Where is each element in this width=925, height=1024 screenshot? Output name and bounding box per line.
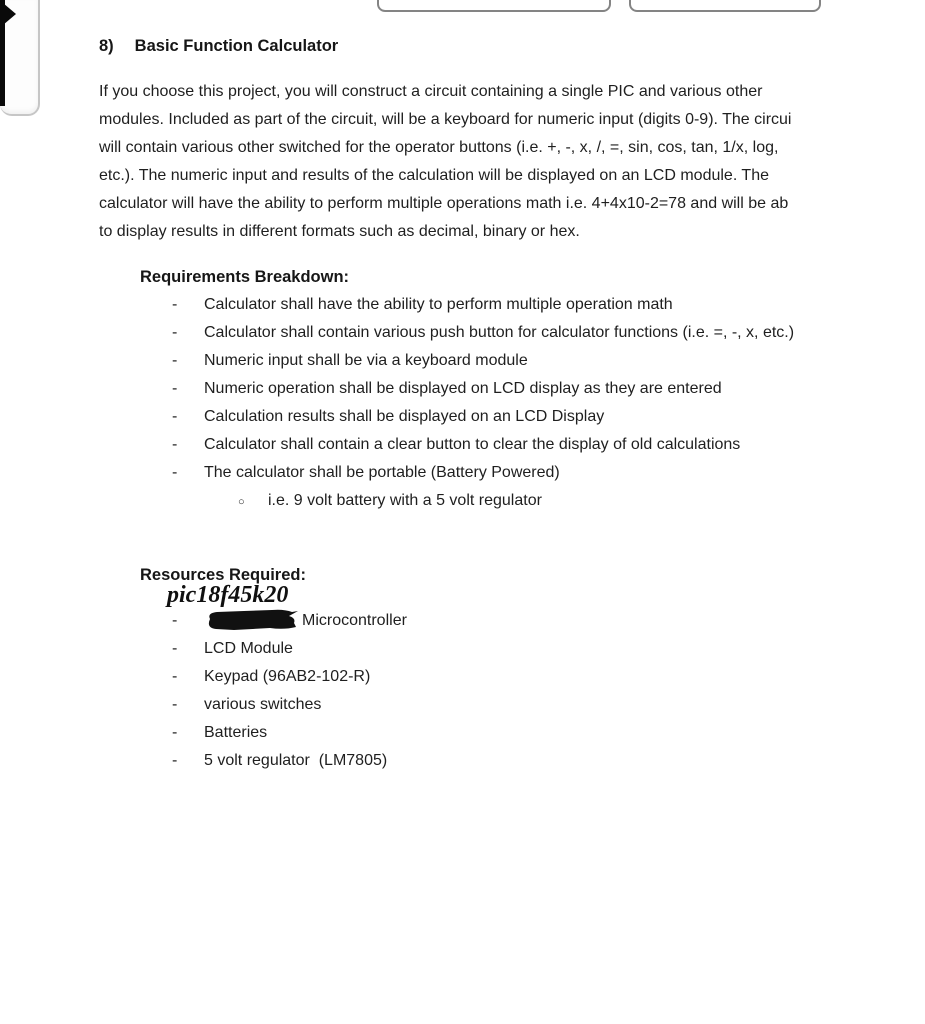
- requirement-text: Calculator shall contain various push button for calculator functions (i.e. =, -, x, etc.): [204, 324, 795, 341]
- sub-list-item: [238, 487, 542, 516]
- shape-outline-left: [377, 0, 611, 12]
- list-item: [172, 403, 794, 431]
- list-item: [172, 663, 407, 691]
- dash-bullet: -: [172, 668, 178, 685]
- list-item: [172, 375, 794, 403]
- paragraph-line: If you choose this project, you will construct a circuit containing a single PIC and various other: [99, 83, 763, 100]
- dash-bullet: -: [172, 408, 178, 425]
- shape-outline-right: [629, 0, 821, 12]
- requirement-text: Calculation results shall be displayed on an LCD Display: [204, 408, 605, 425]
- redaction-scribble: [204, 609, 299, 630]
- section-title: Basic Function Calculator: [134, 37, 339, 55]
- requirements-heading: Requirements Breakdown:: [140, 268, 350, 286]
- resource-label: Microcontroller: [302, 612, 407, 629]
- paragraph-line: etc.). The numeric input and results of the calculation will be displayed on an LCD module. The: [99, 167, 769, 184]
- list-item: [172, 691, 407, 719]
- intro-paragraph: [99, 78, 791, 246]
- requirement-text: Calculator shall have the ability to perform multiple operation math: [204, 296, 673, 313]
- resources-heading: Resources Required:: [140, 566, 306, 584]
- sub-item-text: i.e. 9 volt battery with a 5 volt regulator: [268, 492, 542, 509]
- list-item: [172, 607, 407, 635]
- section-heading: [99, 32, 338, 60]
- dash-bullet: -: [172, 296, 178, 313]
- paragraph-line: to display results in different formats such as decimal, binary or hex.: [99, 223, 580, 240]
- resource-text: various switches: [204, 696, 322, 713]
- dash-bullet: -: [172, 464, 178, 481]
- list-item: [172, 459, 794, 487]
- paragraph-line: will contain various other switched for the operator buttons (i.e. +, -, x, /, =, sin, cos, tan, 1/x, log,: [99, 139, 779, 156]
- resource-text: LCD Module: [204, 640, 293, 657]
- list-item: [172, 291, 794, 319]
- circle-bullet: ○: [238, 496, 245, 508]
- list-item: [172, 347, 794, 375]
- requirement-text: Calculator shall contain a clear button to clear the display of old calculations: [204, 436, 741, 453]
- page-nav-flyout[interactable]: [0, 0, 40, 116]
- requirement-text: Numeric input shall be via a keyboard module: [204, 352, 528, 369]
- requirements-list: [172, 291, 794, 487]
- section-number: 8): [99, 37, 114, 55]
- resource-text: Batteries: [204, 724, 268, 741]
- paragraph-line: calculator will have the ability to perform multiple operations math i.e. 4+4x10-2=78 and will be ab: [99, 195, 789, 212]
- dash-bullet: -: [172, 640, 178, 657]
- list-item: [172, 319, 794, 347]
- list-item: [172, 431, 794, 459]
- dash-bullet: -: [172, 324, 178, 341]
- resource-text: 5 volt regulator (LM7805): [204, 752, 388, 769]
- dash-bullet: -: [172, 696, 178, 713]
- dash-bullet: -: [172, 752, 178, 769]
- requirement-text: Numeric operation shall be displayed on LCD display as they are entered: [204, 380, 722, 397]
- handwritten-annotation: pic18f45k20: [167, 582, 289, 608]
- resource-text: [204, 607, 407, 635]
- dash-bullet: -: [172, 352, 178, 369]
- dash-bullet: -: [172, 436, 178, 453]
- expand-triangle-icon[interactable]: [3, 3, 16, 25]
- dash-bullet: -: [172, 612, 178, 629]
- requirement-text: The calculator shall be portable (Battery Powered): [204, 464, 560, 481]
- dash-bullet: -: [172, 380, 178, 397]
- list-item: [172, 719, 407, 747]
- resource-text: Keypad (96AB2-102-R): [204, 668, 371, 685]
- dash-bullet: -: [172, 724, 178, 741]
- list-item: [172, 747, 407, 775]
- resources-list: [172, 607, 407, 775]
- paragraph-line: modules. Included as part of the circuit, will be a keyboard for numeric input (digits 0-9). The circui: [99, 111, 792, 128]
- list-item: [172, 635, 407, 663]
